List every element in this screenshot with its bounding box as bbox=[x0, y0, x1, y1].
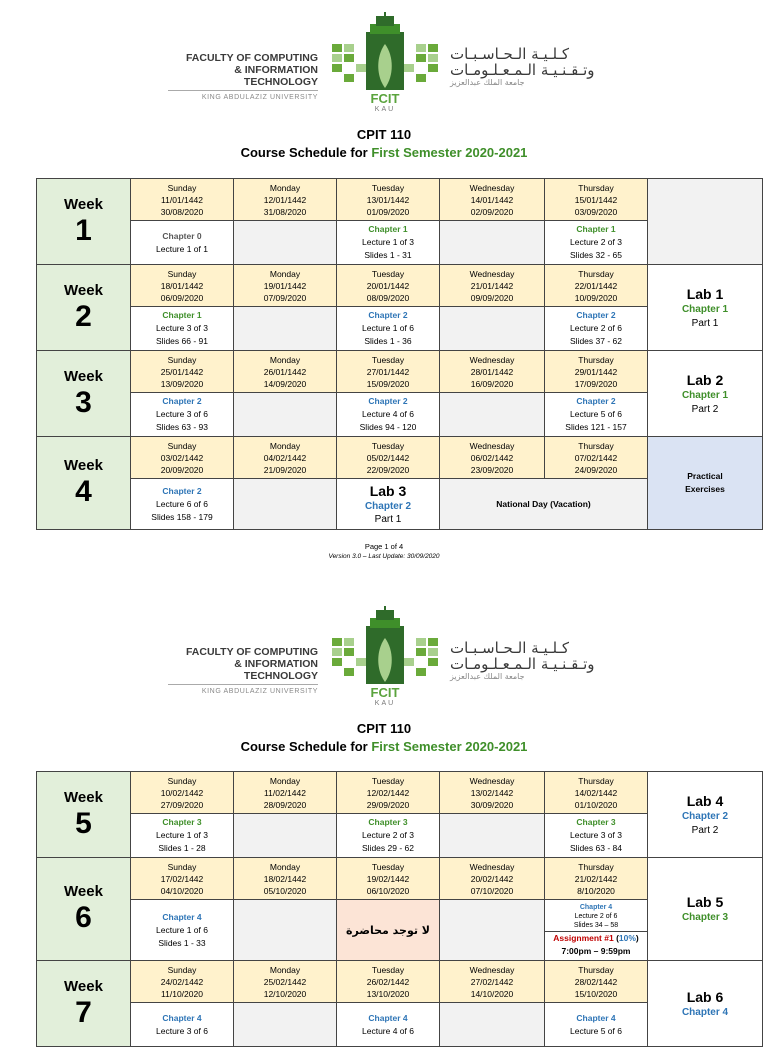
day-header: Wednesday 21/01/1442 09/09/2020 bbox=[440, 265, 545, 307]
day-header: Tuesday 20/01/1442 08/09/2020 bbox=[337, 265, 440, 307]
logo-kau-text: KAU bbox=[374, 106, 396, 113]
empty-cell bbox=[234, 221, 337, 265]
day-header: Thursday 22/01/1442 10/09/2020 bbox=[545, 265, 648, 307]
faculty-name-en: FACULTY OF COMPUTING & INFORMATION TECHNOLOGY KING ABDULAZIZ UNIVERSITY bbox=[168, 646, 318, 698]
day-header: Sunday 03/02/1442 20/09/2020 bbox=[131, 437, 234, 479]
day-header: Sunday 11/01/1442 30/08/2020 bbox=[131, 179, 234, 221]
lecture-cell: Chapter 2 Lecture 3 of 6 Slides 63 - 93 bbox=[131, 393, 234, 437]
faculty-name-ar bbox=[450, 46, 610, 87]
week-row bbox=[37, 265, 763, 307]
day-header: Wednesday 06/02/1442 23/09/2020 bbox=[440, 437, 545, 479]
week-label-cell: Week 6 bbox=[37, 858, 131, 961]
day-header: Thursday 07/02/1442 24/09/2020 bbox=[545, 437, 648, 479]
day-header: Sunday 10/02/1442 27/09/2020 bbox=[131, 772, 234, 814]
empty-cell bbox=[440, 221, 545, 265]
logo-caption bbox=[326, 92, 444, 113]
lecture-cell: Chapter 2 Lecture 4 of 6 Slides 94 - 120 bbox=[337, 393, 440, 437]
day-header: Monday 12/01/1442 31/08/2020 bbox=[234, 179, 337, 221]
lab-cell: Lab 6 Chapter 4 bbox=[648, 961, 763, 1047]
day-header: Tuesday 13/01/1442 01/09/2020 bbox=[337, 179, 440, 221]
lab-3-cell: Lab 3 Chapter 2 Part 1 bbox=[337, 479, 440, 530]
day-header: Monday 04/02/1442 21/09/2020 bbox=[234, 437, 337, 479]
day-header: Tuesday 27/01/1442 15/09/2020 bbox=[337, 351, 440, 393]
day-header: Sunday 24/02/1442 11/10/2020 bbox=[131, 961, 234, 1003]
version-note: Version 3.0 – Last Update: 30/09/2020 bbox=[328, 553, 440, 560]
day-header: Monday 19/01/1442 07/09/2020 bbox=[234, 265, 337, 307]
course-title: Course Schedule for First Semester 2020-2021 bbox=[240, 145, 528, 160]
day-header: Tuesday 26/02/1442 13/10/2020 bbox=[337, 961, 440, 1003]
university-name-ar: جامعة الملك عبدالعزيز bbox=[450, 78, 525, 87]
logo-fcit-text: FCIT bbox=[370, 91, 400, 106]
day-header: Wednesday 20/02/1442 07/10/2020 bbox=[440, 858, 545, 900]
page-number: Page 1 of 4 bbox=[364, 542, 404, 551]
day-header: Thursday 15/01/1442 03/09/2020 bbox=[545, 179, 648, 221]
day-header: Monday 18/02/1442 05/10/2020 bbox=[234, 858, 337, 900]
schedule-table-page2 bbox=[36, 771, 763, 1047]
day-header: Wednesday 14/01/1442 02/09/2020 bbox=[440, 179, 545, 221]
logo-caption: FCIT KAU bbox=[370, 685, 400, 707]
day-header: Monday 11/02/1442 28/09/2020 bbox=[234, 772, 337, 814]
faculty-name-en bbox=[168, 52, 318, 104]
lab-cell: Lab 5 Chapter 3 bbox=[648, 858, 763, 961]
week-row bbox=[37, 351, 763, 393]
week-label-cell: Week 4 bbox=[37, 437, 131, 530]
day-header: Thursday 28/02/1442 15/10/2020 bbox=[545, 961, 648, 1003]
schedule-table-page1 bbox=[36, 178, 763, 530]
lecture-cell: Chapter 3 Lecture 2 of 3 Slides 29 - 62 bbox=[337, 814, 440, 858]
lecture-cell: Chapter 3 Lecture 3 of 3 Slides 63 - 84 bbox=[545, 814, 648, 858]
lecture-cell: Chapter 2 Lecture 5 of 6 Slides 121 - 157 bbox=[545, 393, 648, 437]
week-row bbox=[37, 961, 763, 1003]
lab-cell: Lab 1 Chapter 1 Part 1 bbox=[648, 265, 763, 351]
empty-cell bbox=[440, 814, 545, 858]
faculty-line-1: FACULTY OF COMPUTING bbox=[185, 52, 318, 64]
assignment-time: 7:00pm – 9:59pm bbox=[561, 945, 631, 956]
day-header: Thursday 29/01/1442 17/09/2020 bbox=[545, 351, 648, 393]
week-row bbox=[37, 437, 763, 479]
empty-cell bbox=[440, 900, 545, 961]
course-heading bbox=[0, 126, 768, 162]
lecture-cell: Chapter 2 Lecture 2 of 6 Slides 37 - 62 bbox=[545, 307, 648, 351]
lab-cell: Lab 4 Chapter 2 Part 2 bbox=[648, 772, 763, 858]
day-header: Tuesday 05/02/1442 22/09/2020 bbox=[337, 437, 440, 479]
page1-footer bbox=[0, 542, 768, 562]
empty-cell bbox=[234, 393, 337, 437]
day-header: Tuesday 19/02/1442 06/10/2020 bbox=[337, 858, 440, 900]
lecture-cell: Chapter 0 Lecture 1 of 1 bbox=[131, 221, 234, 265]
empty-cell bbox=[440, 1003, 545, 1047]
lab-cell-empty bbox=[648, 179, 763, 265]
empty-cell bbox=[440, 393, 545, 437]
national-day-cell: National Day (Vacation) bbox=[440, 479, 648, 530]
lecture-cell: Chapter 4 Lecture 5 of 6 bbox=[545, 1003, 648, 1047]
day-header: Thursday 21/02/1442 8/10/2020 bbox=[545, 858, 648, 900]
week-label-cell: Week 1 bbox=[37, 179, 131, 265]
week-row bbox=[37, 772, 763, 814]
faculty-ar-line-1: كـلـيـة الـحـاسـبـات bbox=[450, 45, 569, 63]
lab-cell: Lab 2 Chapter 1 Part 2 bbox=[648, 351, 763, 437]
lecture-cell: Chapter 1 Lecture 1 of 3 Slides 1 - 31 bbox=[337, 221, 440, 265]
day-header: Sunday 25/01/1442 13/09/2020 bbox=[131, 351, 234, 393]
day-header: Sunday 17/02/1442 04/10/2020 bbox=[131, 858, 234, 900]
assignment-note: Assignment #1 (10%) bbox=[545, 931, 647, 945]
day-header: Wednesday 13/02/1442 30/09/2020 bbox=[440, 772, 545, 814]
university-name-en: KING ABDULAZIZ UNIVERSITY bbox=[168, 90, 318, 104]
empty-cell bbox=[234, 479, 337, 530]
faculty-name-ar: كـلـيـة الـحـاسـبـات وتـقـنـيـة الـمـعـلـومـات جامعة الملك عبدالعزيز bbox=[450, 639, 595, 681]
lecture-cell: Chapter 1 Lecture 2 of 3 Slides 32 - 65 bbox=[545, 221, 648, 265]
week-row bbox=[37, 179, 763, 221]
faculty-line-2: & INFORMATION TECHNOLOGY bbox=[234, 64, 318, 88]
empty-cell bbox=[234, 1003, 337, 1047]
week-label-cell: Week 2 bbox=[37, 265, 131, 351]
practical-exercises-cell: Practical Exercises bbox=[648, 437, 763, 530]
empty-cell bbox=[234, 900, 337, 961]
week-row bbox=[37, 858, 763, 900]
empty-cell bbox=[234, 307, 337, 351]
empty-cell bbox=[234, 814, 337, 858]
lecture-cell: Chapter 2 Lecture 1 of 6 Slides 1 - 36 bbox=[337, 307, 440, 351]
page2-header bbox=[0, 594, 768, 764]
course-code: CPIT 110 bbox=[356, 127, 412, 142]
week-label-cell: Week 5 bbox=[37, 772, 131, 858]
lecture-cell: Chapter 4 Lecture 4 of 6 bbox=[337, 1003, 440, 1047]
lecture-cell: Chapter 4 Lecture 1 of 6 Slides 1 - 33 bbox=[131, 900, 234, 961]
day-header: Monday 25/02/1442 12/10/2020 bbox=[234, 961, 337, 1003]
week-label-cell: Week 7 bbox=[37, 961, 131, 1047]
day-header: Wednesday 27/02/1442 14/10/2020 bbox=[440, 961, 545, 1003]
week-label-cell: Week 3 bbox=[37, 351, 131, 437]
day-header: Thursday 14/02/1442 01/10/2020 bbox=[545, 772, 648, 814]
day-header: Monday 26/01/1442 14/09/2020 bbox=[234, 351, 337, 393]
lecture-cell: Chapter 3 Lecture 1 of 3 Slides 1 - 28 bbox=[131, 814, 234, 858]
empty-cell bbox=[440, 307, 545, 351]
semester-label: First Semester 2020-2021 bbox=[371, 145, 528, 160]
page1-header bbox=[0, 0, 768, 170]
lecture-cell: Chapter 4 Lecture 3 of 6 bbox=[131, 1003, 234, 1047]
course-heading: CPIT 110 Course Schedule for First Semester 2020-2021 bbox=[240, 721, 528, 754]
lecture-cell: Chapter 1 Lecture 3 of 3 Slides 66 - 91 bbox=[131, 307, 234, 351]
no-lecture-cell: لا توجد محاضرة bbox=[337, 900, 440, 961]
lecture-assignment-cell: Chapter 4 Lecture 2 of 6 Slides 34 – 58 Assignment #1 (10%) 7:00pm – 9:59pm bbox=[545, 900, 648, 961]
lecture-cell: Chapter 2 Lecture 6 of 6 Slides 158 - 179 bbox=[131, 479, 234, 530]
day-header: Tuesday 12/02/1442 29/09/2020 bbox=[337, 772, 440, 814]
faculty-ar-line-2: وتـقـنـيـة الـمـعـلـومـات bbox=[450, 61, 595, 79]
day-header: Sunday 18/01/1442 06/09/2020 bbox=[131, 265, 234, 307]
day-header: Wednesday 28/01/1442 16/09/2020 bbox=[440, 351, 545, 393]
